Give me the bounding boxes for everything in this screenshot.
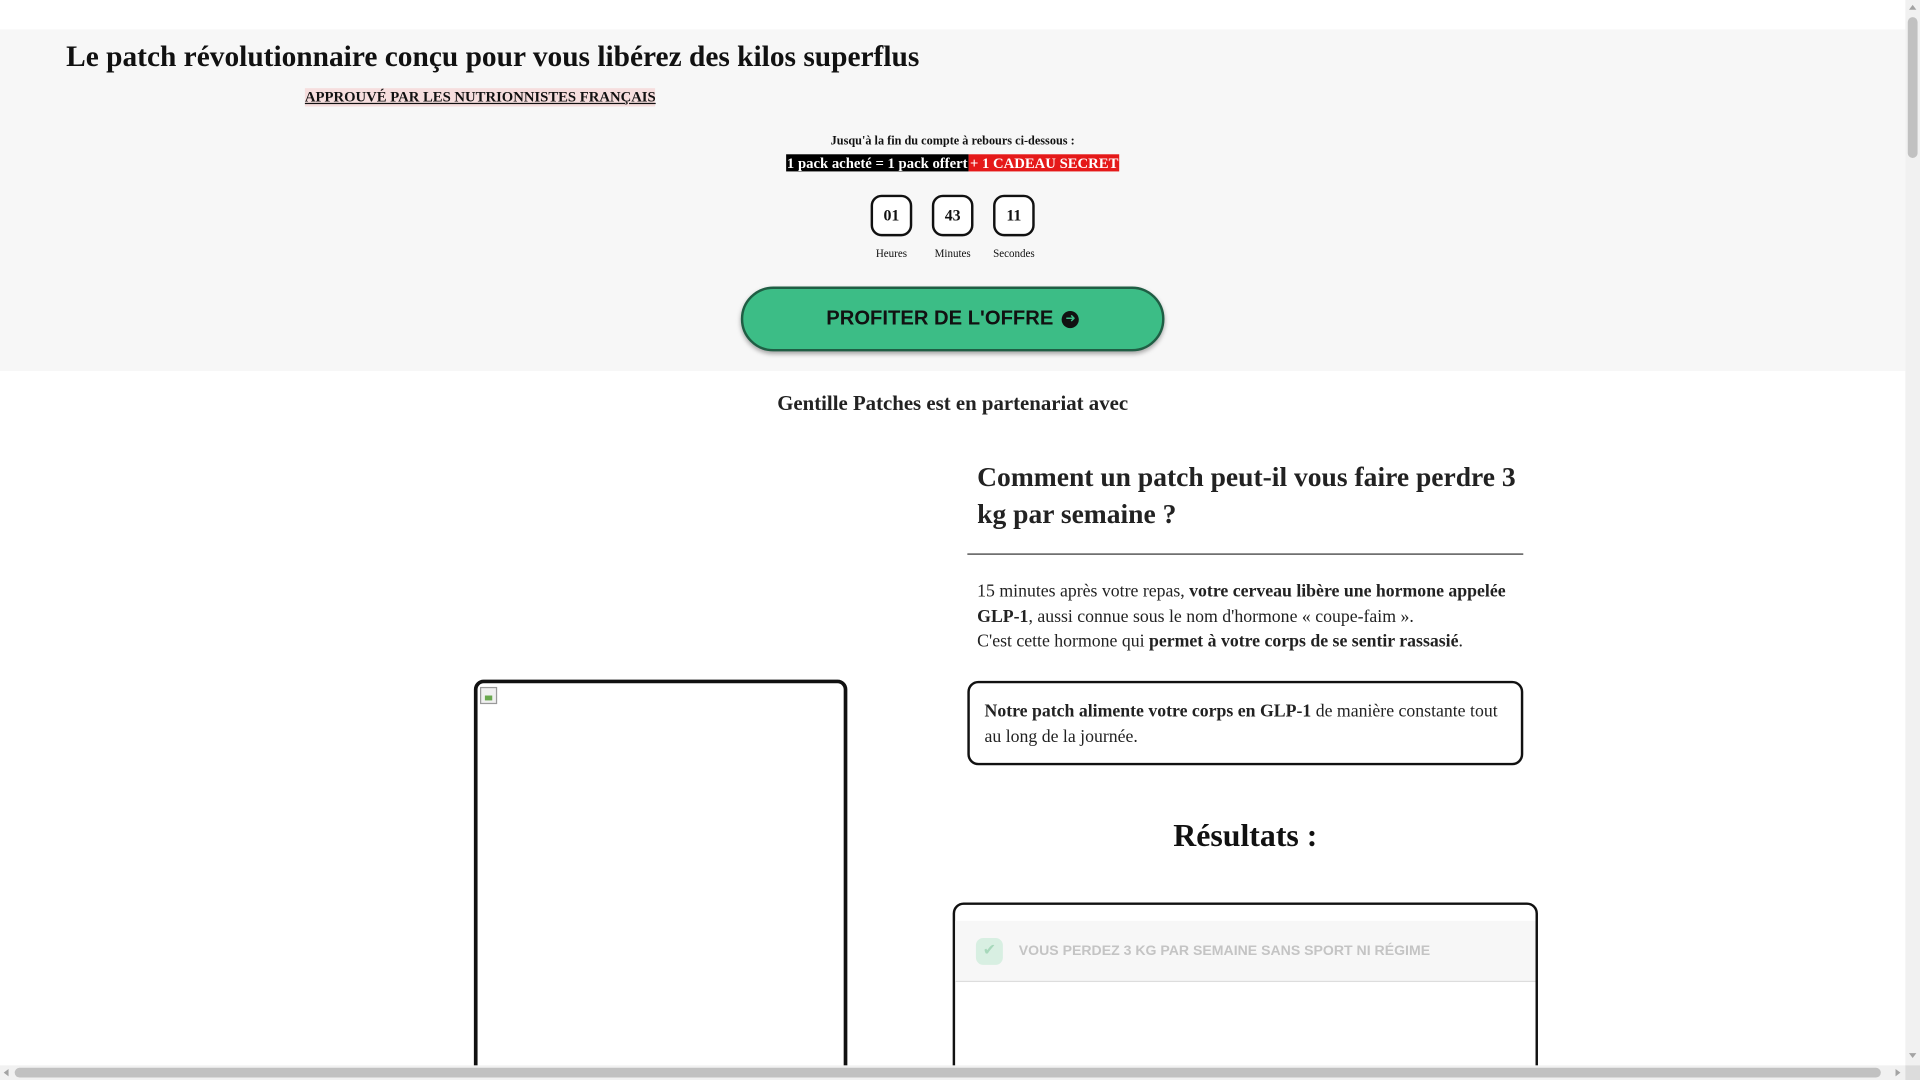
media-frame xyxy=(474,680,847,1080)
offer-text: 1 pack acheté = 1 pack offert xyxy=(786,154,968,172)
how-text-part: . xyxy=(1458,631,1463,652)
countdown-note: Jusqu'à la fin du compte à rebours ci-dessous : xyxy=(830,134,1075,149)
offer-line xyxy=(0,154,1905,172)
scroll-right-icon[interactable] xyxy=(1896,1069,1901,1076)
broken-image-icon xyxy=(480,687,497,704)
partner-text: Gentille Patches est en partenariat avec xyxy=(777,391,1129,416)
vertical-scrollbar-thumb[interactable] xyxy=(1908,17,1918,158)
timer-hours-value: 01 xyxy=(871,195,913,237)
scrollbar-corner xyxy=(1905,1065,1920,1080)
how-text-part: , aussi connue sous le nom d'hormone « coupe-faim ». xyxy=(1028,606,1414,627)
how-text-part: C'est cette hormone qui xyxy=(977,631,1149,652)
how-text-part: 15 minutes après votre repas, xyxy=(977,581,1190,602)
hero-subtitle: APPROUVÉ PAR LES NUTRIONNISTES FRANÇAIS xyxy=(304,88,656,106)
arrow-right-circle-icon: ➜ xyxy=(1062,310,1079,327)
timer-seconds xyxy=(993,195,1035,260)
result-item-text: VOUS PERDEZ 3 KG PAR SEMAINE SANS SPORT NI RÉGIME xyxy=(1018,943,1431,959)
patch-info-text: de manière constante tout au long de la journée. xyxy=(984,701,1498,747)
check-icon: ✔ xyxy=(976,937,1003,964)
offer-cta-button[interactable] xyxy=(741,287,1165,352)
result-item xyxy=(955,921,1535,982)
results-card xyxy=(953,902,1538,1080)
offer-cta-label: PROFITER DE L'OFFRE xyxy=(826,307,1054,330)
timer-minutes-label: Minutes xyxy=(934,247,971,260)
horizontal-scrollbar[interactable] xyxy=(0,1065,1905,1080)
scroll-left-icon[interactable] xyxy=(4,1069,9,1076)
timer-minutes xyxy=(932,195,974,260)
timer-seconds-value: 11 xyxy=(993,195,1035,237)
patch-info-box xyxy=(967,681,1523,765)
hero-title: Le patch révolutionnaire conçu pour vous libérez des kilos superflus xyxy=(66,41,920,74)
how-text-bold: permet à votre corps de se sentir rassasié xyxy=(1148,631,1459,652)
timer-hours-label: Heures xyxy=(875,247,908,260)
how-title: Comment un patch peut-il vous faire perdre 3 kg par semaine ? xyxy=(977,461,1516,529)
vertical-scrollbar[interactable] xyxy=(1905,0,1920,1065)
timer-minutes-value: 43 xyxy=(932,195,974,237)
results-title: Résultats : xyxy=(1173,817,1318,854)
scroll-down-icon[interactable] xyxy=(1909,1053,1916,1058)
patch-info-bold: Notre patch alimente votre corps en GLP-1 xyxy=(984,701,1312,722)
horizontal-scrollbar-thumb[interactable] xyxy=(15,1068,1881,1078)
offer-bonus-text: + 1 CADEAU SECRET xyxy=(969,154,1119,172)
how-text-bold: votre cerveau libère une hormone appelée GLP-1 xyxy=(977,581,1506,627)
divider xyxy=(967,553,1523,554)
scroll-up-icon[interactable] xyxy=(1909,5,1916,10)
timer-seconds-label: Secondes xyxy=(993,247,1035,260)
hero-section xyxy=(0,29,1905,371)
timer-hours xyxy=(871,195,913,260)
how-paragraph xyxy=(977,579,1516,654)
